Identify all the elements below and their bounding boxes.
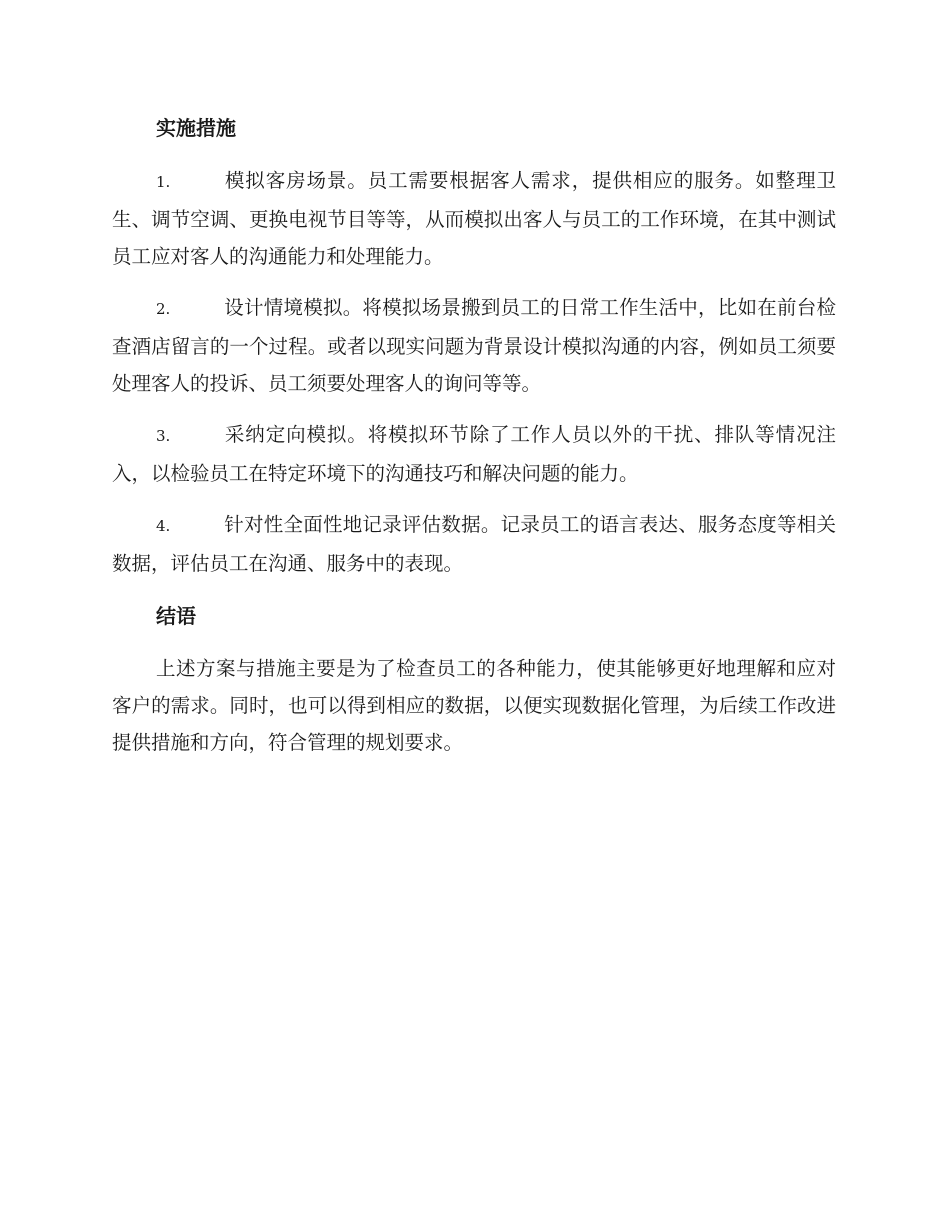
list-item-number: 4. [156,517,171,535]
list-item [112,162,836,275]
section-heading-conclusion: 结语 [156,604,196,628]
section-heading-measures: 实施措施 [156,116,236,140]
list-item-text: 设计情境模拟。将模拟场景搬到员工的日常工作生活中，比如在前台检查酒店留言的一个过程。或者以现实问题为背景设计模拟沟通的内容，例如员工须要处理客人的投诉、员工须要处理客人的询问等等。 [112,296,836,395]
list-item-text: 针对性全面性地记录评估数据。记录员工的语言表达、服务态度等相关数据，评估员工在沟通、服务中的表现。 [112,513,836,575]
list-item-text: 采纳定向模拟。将模拟环节除了工作人员以外的干扰、排队等情况注入，以检验员工在特定环境下的沟通技巧和解决问题的能力。 [112,423,836,485]
list-item-number: 1. [156,173,171,191]
list-item-number: 3. [156,427,171,445]
list-item-text: 模拟客房场景。员工需要根据客人需求，提供相应的服务。如整理卫生、调节空调、更换电视节目等等，从而模拟出客人与员工的工作环境，在其中测试员工应对客人的沟通能力和处理能力。 [112,169,836,268]
document-content [112,108,836,761]
list-item [112,416,836,492]
conclusion-paragraph: 上述方案与措施主要是为了检查员工的各种能力，使其能够更好地理解和应对客户的需求。同时，也可以得到相应的数据，以便实现数据化管理，为后续工作改进提供措施和方向，符合管理的规划要求。 [112,657,836,754]
list-item [112,289,836,402]
list-item-number: 2. [156,300,171,318]
list-item [112,506,836,582]
